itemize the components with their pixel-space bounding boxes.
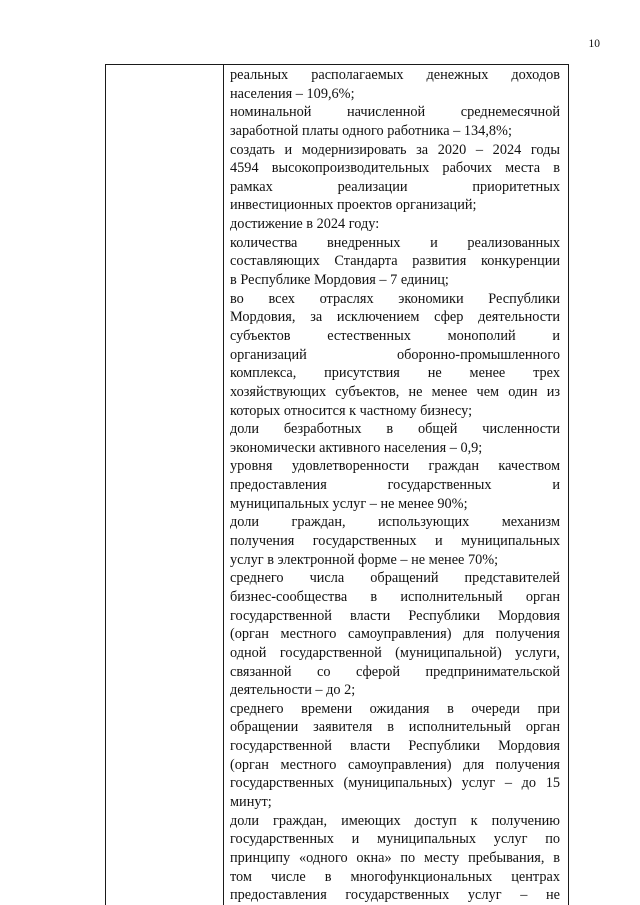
text-line: обращении заявителя в исполнительный орган xyxy=(230,719,560,736)
text-line: заработной платы одного работника – 134,8%; xyxy=(230,122,512,139)
text-line: реальных располагаемых денежных доходов xyxy=(230,67,560,83)
text-line: рамках реализации приоритетных xyxy=(230,178,560,195)
page-number: 10 xyxy=(588,38,600,50)
text-line: в Республике Мордовия – 7 единиц; xyxy=(230,272,449,289)
text-line: достижение в 2024 году: xyxy=(230,216,380,233)
text-line: услуг в электронной форме – не менее 70%; xyxy=(230,551,499,568)
text-line: экономически активного населения – 0,9; xyxy=(230,439,483,456)
text-line: муниципальных услуг – не менее 90%; xyxy=(230,495,468,512)
text-line: количества внедренных и реализованных xyxy=(230,234,560,251)
text-line: деятельности – до 2; xyxy=(230,682,356,699)
text-line: организаций оборонно-промышленного xyxy=(230,346,560,363)
text-line: во всех отраслях экономики Республики xyxy=(230,290,560,307)
text-line: номинальной начисленной среднемесячной xyxy=(230,104,560,121)
text-line: связанной со сферой предпринимательской xyxy=(230,663,560,680)
text-line: бизнес-сообщества в исполнительный орган xyxy=(230,588,560,605)
text-line: (орган местного самоуправления) для получения xyxy=(230,626,560,643)
text-line: 4594 высокопроизводительных рабочих места в xyxy=(230,160,560,177)
text-line: предоставления государственных услуг – не xyxy=(230,887,560,904)
text-line: среднего времени ожидания в очереди при xyxy=(230,700,560,717)
text-line: государственных (муниципальных) услуг – до 15 xyxy=(230,775,560,792)
text-line: субъектов естественных монополий и xyxy=(230,327,560,344)
table-left-column xyxy=(106,65,224,905)
text-line: государственной власти Республики Мордовия xyxy=(230,738,560,755)
text-line: комплекса, присутствия не менее трех xyxy=(230,365,560,382)
text-line: государственных и муниципальных услуг по xyxy=(230,831,560,848)
text-line: уровня удовлетворенности граждан качеством xyxy=(230,458,560,475)
text-line: создать и модернизировать за 2020 – 2024 годы xyxy=(230,141,560,158)
text-line: Мордовия, за исключением сфер деятельности xyxy=(230,309,560,326)
text-line: инвестиционных проектов организаций; xyxy=(230,197,477,214)
text-line: составляющих Стандарта развития конкуренции xyxy=(230,253,560,270)
text-line: населения – 109,6%; xyxy=(230,85,355,102)
text-line: государственной власти Республики Мордовия xyxy=(230,607,560,624)
text-line: (орган местного самоуправления) для получения xyxy=(230,756,560,773)
text-line: доли безработных в общей численности xyxy=(230,421,560,438)
text-line: минут; xyxy=(230,793,272,810)
text-line: получения государственных и муниципальных xyxy=(230,533,560,550)
text-line: среднего числа обращений представителей xyxy=(230,570,560,587)
document-table xyxy=(105,64,569,905)
text-line: предоставления государственных и xyxy=(230,477,560,494)
table-right-column-text xyxy=(230,66,560,905)
text-line: которых относится к частному бизнесу; xyxy=(230,402,473,419)
text-line: принципу «одного окна» по месту пребывания, в xyxy=(230,849,560,866)
text-line: доли граждан, использующих механизм xyxy=(230,514,560,531)
text-line: одной государственной (муниципальной) услуги, xyxy=(230,644,560,661)
text-line: доли граждан, имеющих доступ к получению xyxy=(230,812,560,829)
text-line: том числе в многофункциональных центрах xyxy=(230,868,560,885)
text-line: хозяйствующих субъектов, не менее чем один из xyxy=(230,383,560,400)
